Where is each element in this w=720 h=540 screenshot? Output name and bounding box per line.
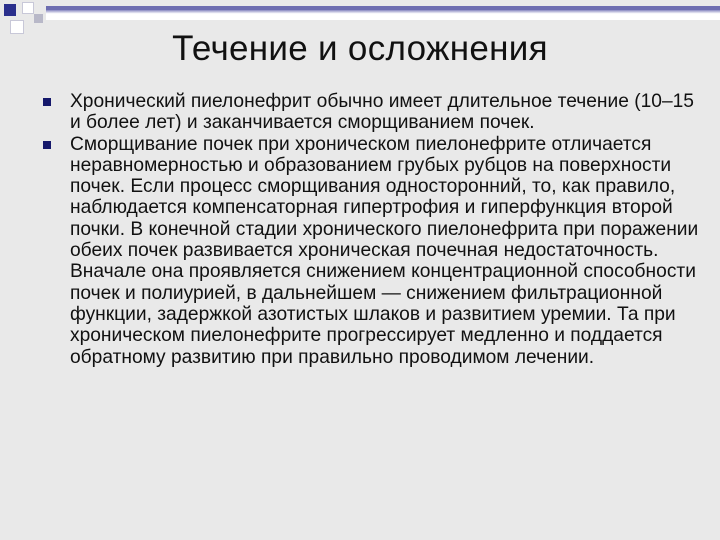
slide-title: Течение и осложнения <box>172 29 548 68</box>
bullet-list <box>40 91 702 368</box>
decor-square-white <box>22 2 34 14</box>
header-accent-line <box>46 6 720 10</box>
list-item <box>40 91 702 134</box>
list-item-text: Хронический пиелонефрит обычно имеет длительное течение (10–15 и более лет) и заканчивается сморщиванием почек. <box>70 91 694 134</box>
list-item <box>40 134 702 368</box>
decor-square-dark <box>4 4 16 16</box>
square-bullet-icon <box>43 98 51 106</box>
list-item-text: Сморщивание почек при хроническом пиелонефрите отличается неравномерностью и образованием грубых рубцов на поверхности почек. Если процесс сморщивания односторонний, то, как правило, наблюдается компенсаторная гипертрофия и гиперфункция второй почки. В конечной стадии хронического пиелонефрита при поражении обеих почек развивается хроническая почечная недостаточность. Вначале она проявляется снижением концентрационной способности почек и полиурией, в дальнейшем — снижением фильтрационной функции, задержкой азотистых шлаков и развитием уремии. Та при хроническом пиелонефрите прогрессирует медленно и поддается обратному развитию при правильно проводимом лечении. <box>70 133 699 368</box>
square-bullet-icon <box>43 141 51 149</box>
decor-square-gray <box>34 14 43 23</box>
